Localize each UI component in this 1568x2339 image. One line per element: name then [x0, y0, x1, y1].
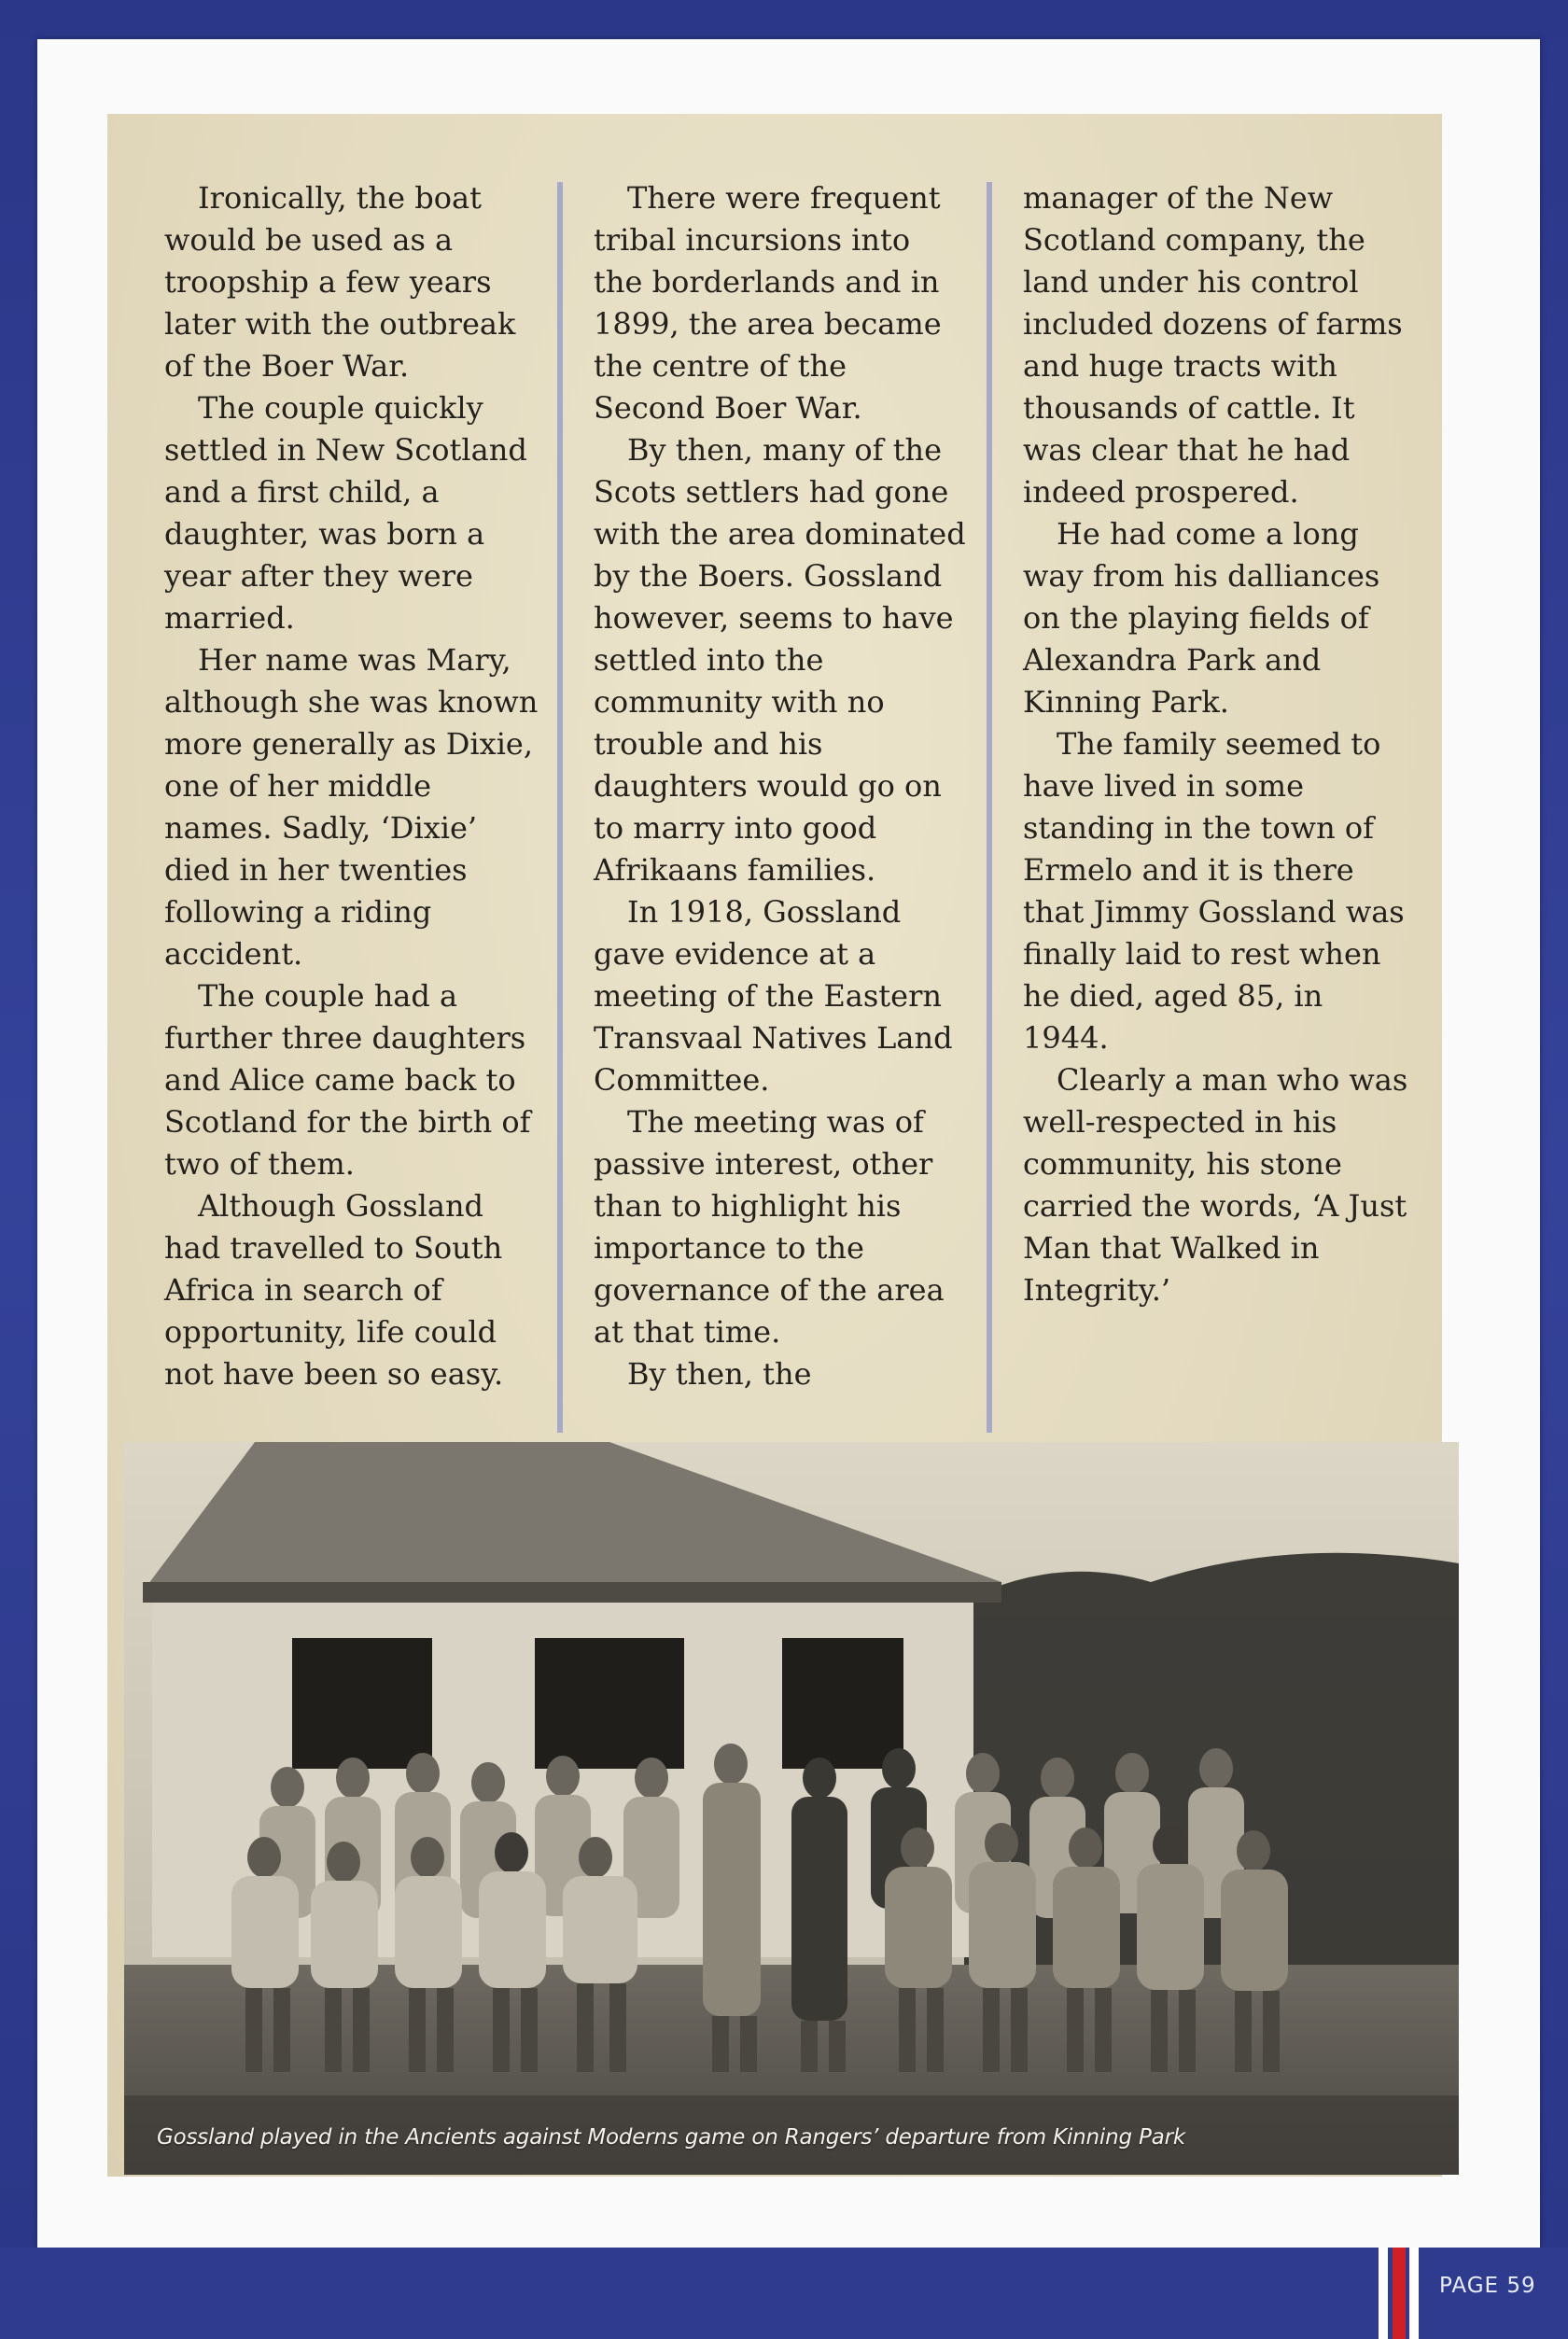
- paragraph: Although Gossland had travelled to South Africa in search of opportunity, life could not have been so easy.: [164, 1188, 504, 1392]
- paragraph: The couple quickly settled in New Scotland and a first child, a daughter, was born a year after they were married.: [164, 390, 527, 636]
- paragraph: He had come a long way from his dalliances on the playing fields of Alexandra Park and Kinning Park.: [1023, 516, 1380, 720]
- photo-caption: Gossland played in the Ancients against Moderns game on Rangers’ departure from Kinning Park: [157, 2125, 1185, 2150]
- paragraph: manager of the New Scotland company, the land under his control included dozens of farms and huge tracts with thousands of cattle. It was clear that he had indeed prospered.: [1023, 180, 1403, 510]
- paragraph: There were frequent tribal incursions into the borderlands and in 1899, the area became the centre of the Second Boer War.: [594, 180, 942, 426]
- article-column-2: [594, 177, 967, 1395]
- paragraph: In 1918, Gossland gave evidence at a meeting of the Eastern Transvaal Natives Land Committee.: [594, 894, 953, 1098]
- article-column-3: [1023, 177, 1415, 1311]
- paragraph: By then, many of the Scots settlers had gone with the area dominated by the Boers. Gossland however, seems to have settled into the community with no trouble and his daughters would go on to marry into good Afrikaans families.: [594, 432, 966, 888]
- team-photo: [124, 1442, 1459, 2175]
- footer-stripe: [1379, 2248, 1388, 2339]
- paragraph: By then, the: [627, 1356, 812, 1392]
- paragraph: The family seemed to have lived in some standing in the town of Ermelo and it is there that Jimmy Gossland was finally laid to rest when he died, aged 85, in 1944.: [1023, 726, 1405, 1056]
- page-number: PAGE 59: [1439, 2274, 1536, 2298]
- paragraph: The meeting was of passive interest, other than to highlight his importance to the governance of the area at that time.: [594, 1104, 945, 1350]
- footer-stripe: [1409, 2248, 1419, 2339]
- column-divider: [987, 182, 992, 1433]
- footer-stripe: [1393, 2248, 1406, 2339]
- team-photo-illustration: [124, 1442, 1459, 2175]
- paragraph: Her name was Mary, although she was known more generally as Dixie, one of her middle names. Sadly, ‘Dixie’ died in her twenties following a riding accident.: [164, 642, 539, 972]
- paragraph: Clearly a man who was well-respected in his community, his stone carried the words, ‘A Just Man that Walked in Integrity.’: [1023, 1062, 1408, 1308]
- paragraph: Ironically, the boat would be used as a troopship a few years later with the outbreak of the Boer War.: [164, 180, 516, 384]
- article-column-1: [164, 177, 547, 1395]
- column-divider: [557, 182, 563, 1433]
- footer-bar: [0, 2248, 1568, 2339]
- paragraph: The couple had a further three daughters and Alice came back to Scotland for the birth of two of them.: [164, 978, 531, 1182]
